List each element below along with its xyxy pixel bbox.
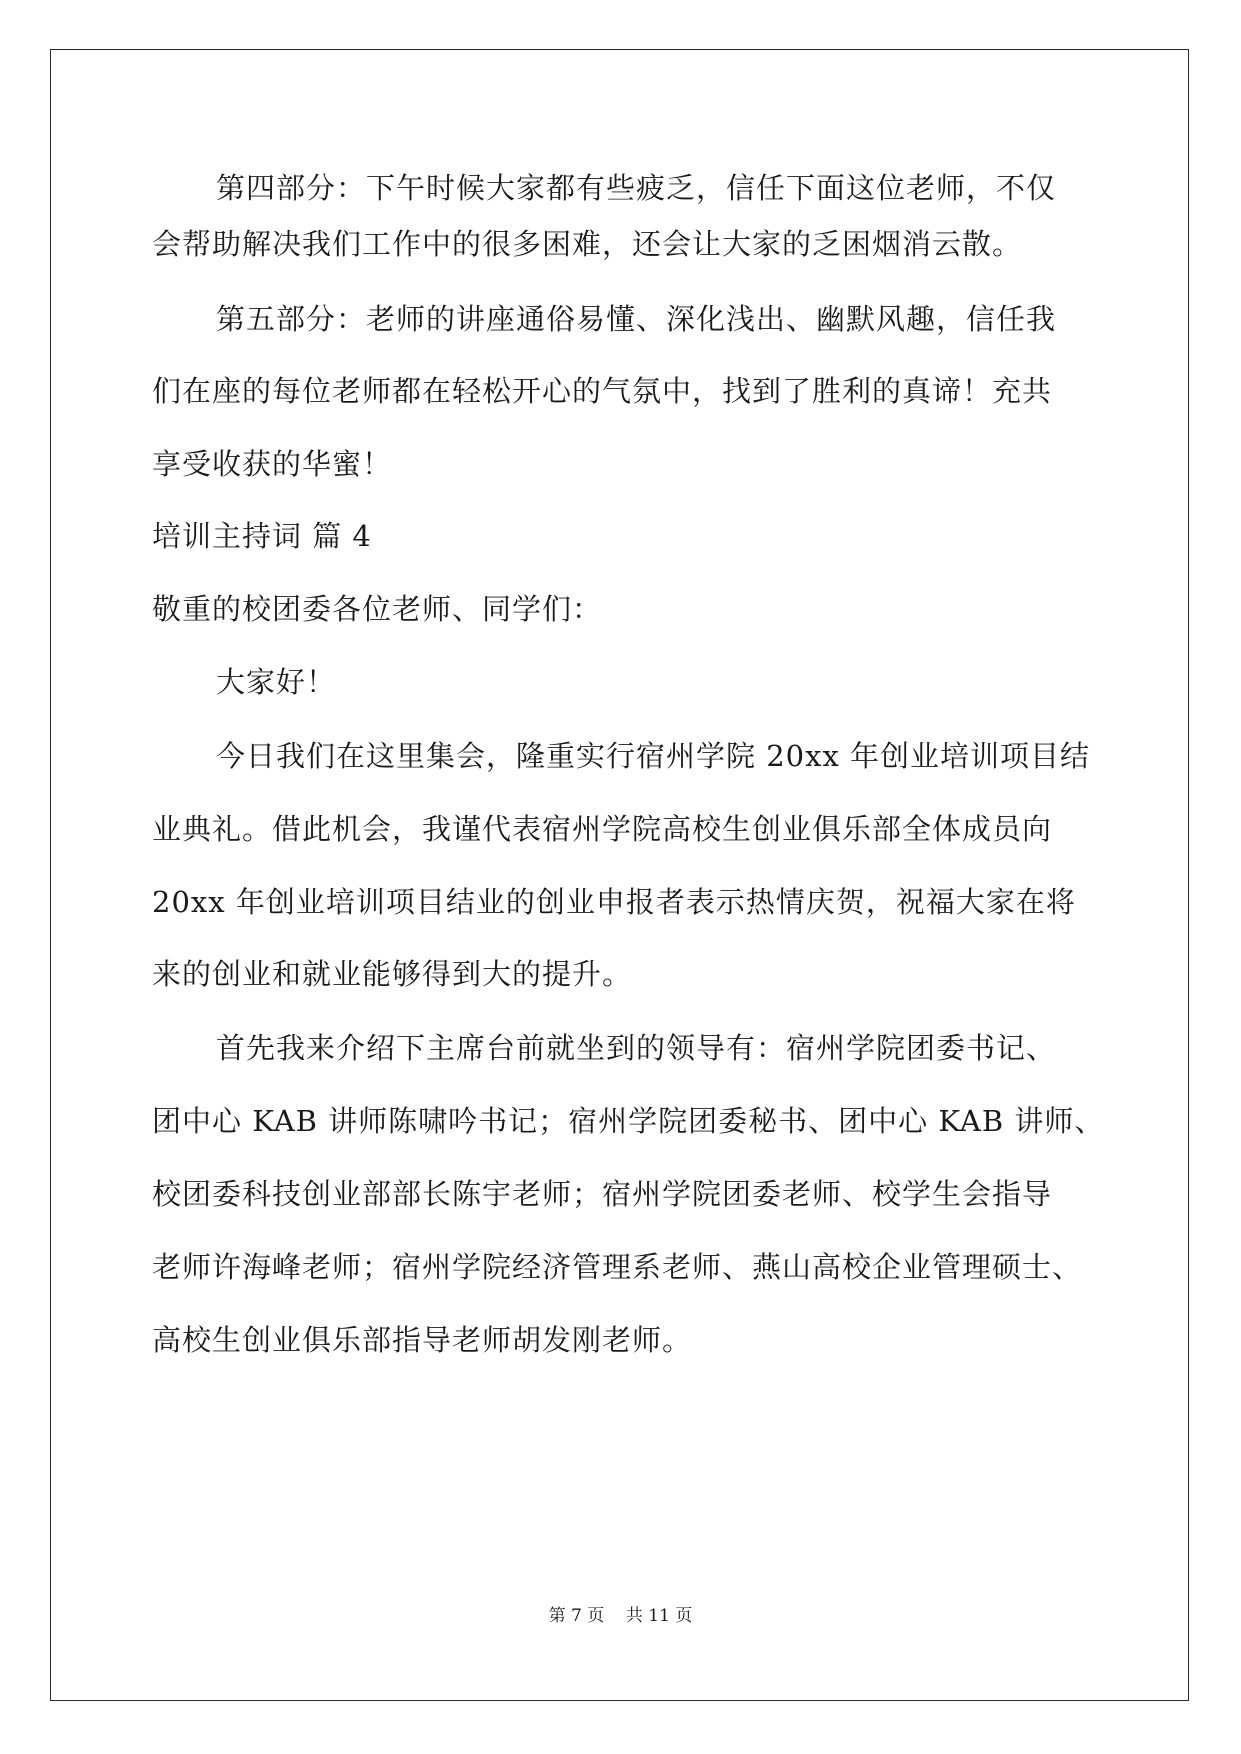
text-line: 今日我们在这里集会，隆重实行宿州学院 20xx 年创业培训项目结 [216,739,1091,773]
greeting: 大家好！ [216,665,337,699]
text-line: 会帮助解决我们工作中的很多困难，还会让大家的乏困烟消云散。 [152,227,1023,261]
page-border [50,49,1189,1701]
text-line: 校团委科技创业部部长陈宇老师；宿州学院团委老师、校学生会指导 [152,1177,1053,1211]
text-line: 团中心 KAB 讲师陈啸吟书记；宿州学院团委秘书、团中心 KAB 讲师、 [152,1104,1105,1138]
text-line: 首先我来介绍下主席台前就坐到的领导有：宿州学院团委书记、 [216,1031,1057,1065]
text-line: 享受收获的华蜜！ [152,447,393,481]
salutation: 敬重的校团委各位老师、同学们： [152,592,603,626]
text-line: 高校生创业俱乐部指导老师胡发刚老师。 [152,1323,693,1357]
text-line: 20xx 年创业培训项目结业的创业申报者表示热情庆贺，祝福大家在将 [152,885,1076,919]
text-line: 老师许海峰老师；宿州学院经济管理系老师、燕山高校企业管理硕士、 [152,1250,1083,1284]
text-line: 第五部分：老师的讲座通俗易懂、深化浅出、幽默风趣，信任我 [216,302,1057,336]
text-line: 业典礼。借此机会，我谨代表宿州学院高校生创业俱乐部全体成员向 [152,812,1053,846]
section-heading: 培训主持词 篇 4 [152,519,372,553]
text-line: 们在座的每位老师都在轻松开心的气氛中，找到了胜利的真谛！充共 [152,374,1053,408]
text-line: 第四部分：下午时候大家都有些疲乏，信任下面这位老师，不仅 [216,171,1057,205]
page-number-footer: 第 7 页 共 11 页 [548,1606,693,1626]
text-line: 来的创业和就业能够得到大的提升。 [152,957,633,991]
